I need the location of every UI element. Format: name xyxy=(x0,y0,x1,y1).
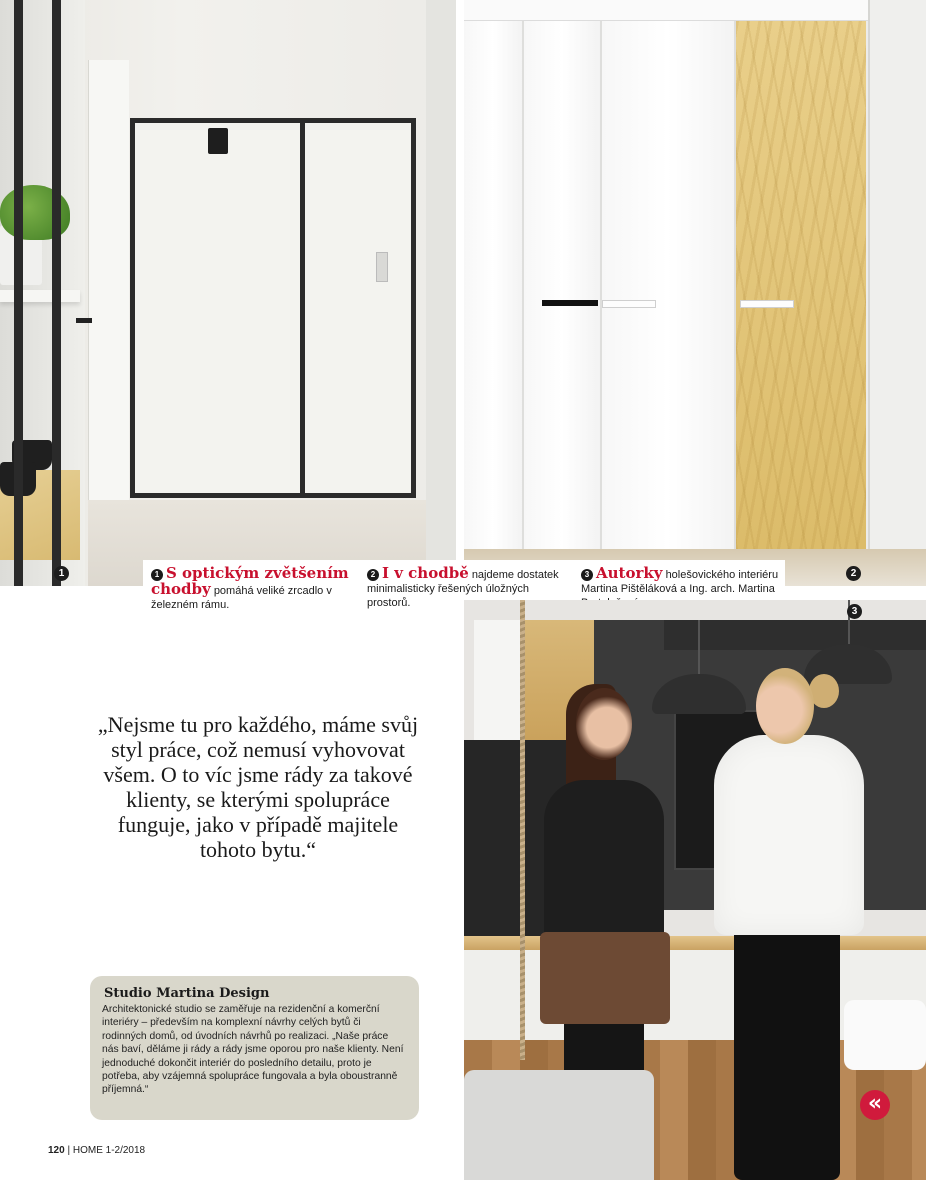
wooden-door xyxy=(736,21,866,549)
page-footer xyxy=(48,1145,145,1156)
shelf-post xyxy=(14,0,23,586)
white-chair xyxy=(844,1000,926,1070)
photo-number-badge: 2 xyxy=(846,566,861,581)
authors-photo xyxy=(464,600,926,1180)
kitchen-upper-cabinet xyxy=(664,620,926,650)
shelf-upper xyxy=(0,290,80,302)
wardrobe-door xyxy=(602,21,736,549)
caption-heading: Autorky xyxy=(596,564,663,582)
white-handle xyxy=(602,300,656,308)
caption-number: 2 xyxy=(367,569,379,581)
magazine-issue: HOME 1-2/2018 xyxy=(72,1145,146,1156)
info-box-title: Studio Martina Design xyxy=(104,986,270,1001)
info-box-body: Architektonické studio se zaměřuje na rezidenční a komerční interiéry – především na komplexní návrhy celých bytů či rodinných domů, od úvodních návrhů po realizaci. „Naše práce nás baví, děláme ji rády a rády jsme oporou pro naše klienty. Není jednoduché dokončit interiér do posledního detailu, proto je potřeba, aby vzájemná spolupráce fungovala a byla oboustranně příjemná.“ xyxy=(102,1004,404,1096)
hallway-door xyxy=(88,60,129,560)
page-number: 120 xyxy=(48,1145,65,1156)
wardrobe-door xyxy=(464,21,524,549)
mirror-frame-divider xyxy=(300,118,305,498)
pull-quote: „Nejsme tu pro každého, máme svůj styl práce, což nemusí vyhovovat všem. O to víc jsme rády za takové klienty, se kterými spolupráce funguje, jako v případě majitele tohoto bytu.“ xyxy=(97,712,419,862)
iron-frame-mirror xyxy=(130,118,416,498)
photo-number-badge: 3 xyxy=(847,604,862,619)
caption-text: najdeme dostatek minimalisticky řešených úložných prostorů. xyxy=(367,569,559,609)
person-right-legs xyxy=(734,930,840,1180)
shelf-post xyxy=(52,0,61,586)
caption-text: pomáhá veliké zrcadlo v železném rámu. xyxy=(151,585,332,611)
person-right-sweater xyxy=(714,735,864,935)
wardrobe-top xyxy=(464,0,926,21)
wardrobe-photo xyxy=(464,0,926,586)
black-handle xyxy=(542,300,598,306)
ceiling-spotlight xyxy=(208,128,228,154)
wardrobe-side-wall xyxy=(868,0,926,586)
photo-number-badge: 1 xyxy=(54,566,69,581)
double-chevron-left-icon[interactable]: « xyxy=(860,1090,890,1120)
person-right-face xyxy=(756,668,814,744)
kitchen-counter xyxy=(464,936,926,950)
person-left-skirt xyxy=(540,932,670,1024)
caption-number: 3 xyxy=(581,569,593,581)
caption-heading: S optickým zvětšením chodby xyxy=(151,564,349,598)
intercom xyxy=(376,252,388,282)
hanging-rope xyxy=(520,600,525,1060)
hallway-right-wall xyxy=(426,0,456,586)
studio-info-box xyxy=(90,976,419,1120)
lamp-cord xyxy=(698,620,700,678)
hallway-photo xyxy=(0,0,456,586)
grey-sofa xyxy=(464,1070,654,1180)
footer-separator: | xyxy=(67,1145,71,1156)
caption-number: 1 xyxy=(151,569,163,581)
caption-1 xyxy=(151,566,351,612)
white-handle xyxy=(740,300,794,308)
hallway-door-handle xyxy=(76,318,92,323)
caption-heading: I v chodbě xyxy=(382,564,469,582)
person-left-face xyxy=(576,688,632,760)
caption-text: holešovického interiéru Martina Pištěláková a Ing. arch. Martina xyxy=(581,569,779,595)
wardrobe-door xyxy=(524,21,602,549)
